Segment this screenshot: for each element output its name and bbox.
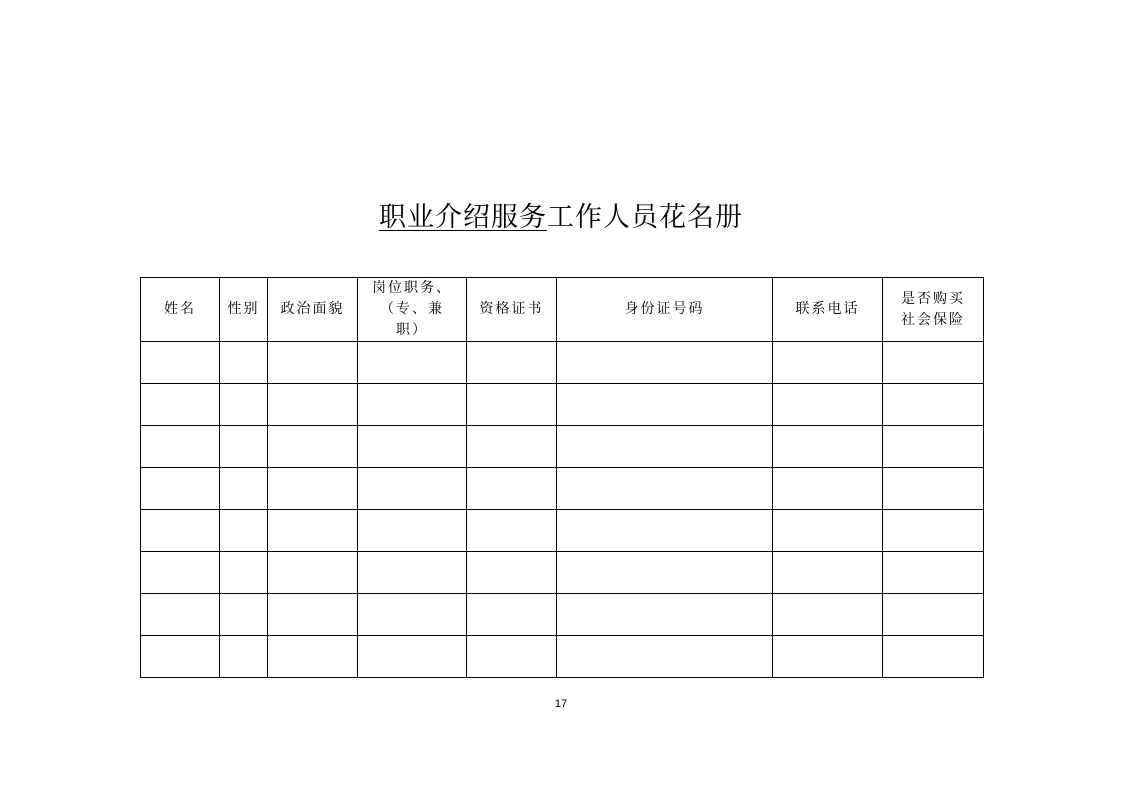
- column-header-social-insurance: [883, 278, 984, 342]
- column-header-line: 职）: [396, 322, 428, 338]
- table-cell-social-insurance: [883, 594, 984, 636]
- table-row: [141, 342, 984, 384]
- table-cell-political-status: [268, 426, 358, 468]
- header-row: [141, 278, 984, 342]
- table-cell-social-insurance: [883, 468, 984, 510]
- table-cell-name: [141, 552, 220, 594]
- table-cell-social-insurance: [883, 426, 984, 468]
- column-header-line: 性别: [227, 301, 260, 317]
- column-header-line: （专、兼: [380, 301, 444, 317]
- table-cell-social-insurance: [883, 510, 984, 552]
- table-cell-id-number: [557, 426, 773, 468]
- column-header-id-number: [557, 278, 773, 342]
- table-cell-gender: [220, 594, 268, 636]
- table-cell-political-status: [268, 636, 358, 678]
- table-cell-social-insurance: [883, 552, 984, 594]
- table-cell-political-status: [268, 594, 358, 636]
- table-cell-phone: [773, 552, 883, 594]
- table-cell-gender: [220, 342, 268, 384]
- table-row: [141, 594, 984, 636]
- table-cell-phone: [773, 636, 883, 678]
- column-header-line: 资格证书: [479, 301, 544, 317]
- table-cell-phone: [773, 426, 883, 468]
- table-row: [141, 426, 984, 468]
- table-row: [141, 552, 984, 594]
- table-cell-name: [141, 510, 220, 552]
- table-cell-political-status: [268, 342, 358, 384]
- table-cell-id-number: [557, 636, 773, 678]
- table-row: [141, 510, 984, 552]
- table-cell-id-number: [557, 552, 773, 594]
- table-cell-id-number: [557, 384, 773, 426]
- column-header-line: 社会保险: [901, 311, 965, 328]
- table-cell-id-number: [557, 342, 773, 384]
- column-header-political-status: [268, 278, 358, 342]
- title-rest: 工作人员花名册: [547, 202, 743, 233]
- staff-roster-table: [140, 277, 984, 678]
- table-cell-phone: [773, 384, 883, 426]
- table-cell-qualification: [467, 468, 557, 510]
- column-header-phone: [773, 278, 883, 342]
- table-cell-qualification: [467, 636, 557, 678]
- table-cell-id-number: [557, 594, 773, 636]
- table-cell-political-status: [268, 510, 358, 552]
- table-cell-qualification: [467, 594, 557, 636]
- table-cell-gender: [220, 384, 268, 426]
- table-cell-gender: [220, 468, 268, 510]
- table-row: [141, 468, 984, 510]
- title-underlined-part: 职业介绍服务: [379, 202, 547, 233]
- column-header-qualification: [467, 278, 557, 342]
- table-cell-gender: [220, 426, 268, 468]
- table-cell-political-status: [268, 384, 358, 426]
- table-cell-id-number: [557, 468, 773, 510]
- table-cell-position: [358, 384, 467, 426]
- table-cell-position: [358, 594, 467, 636]
- table-cell-position: [358, 468, 467, 510]
- table-cell-name: [141, 426, 220, 468]
- table-cell-social-insurance: [883, 636, 984, 678]
- table-cell-name: [141, 594, 220, 636]
- page-title: [0, 198, 1122, 238]
- table-cell-position: [358, 636, 467, 678]
- table-cell-id-number: [557, 510, 773, 552]
- table-cell-name: [141, 636, 220, 678]
- table-cell-position: [358, 342, 467, 384]
- table-cell-phone: [773, 468, 883, 510]
- table-cell-qualification: [467, 510, 557, 552]
- table-cell-name: [141, 468, 220, 510]
- table-body: [141, 342, 984, 678]
- table-cell-gender: [220, 510, 268, 552]
- column-header-line: 身份证号码: [624, 301, 705, 317]
- table-row: [141, 384, 984, 426]
- column-header-name: [141, 278, 220, 342]
- table-cell-position: [358, 552, 467, 594]
- table-cell-position: [358, 510, 467, 552]
- table-cell-phone: [773, 342, 883, 384]
- column-header-gender: [220, 278, 268, 342]
- table-cell-name: [141, 384, 220, 426]
- table-cell-qualification: [467, 426, 557, 468]
- table-cell-name: [141, 342, 220, 384]
- page-number: 17: [554, 698, 568, 710]
- column-header-line: 政治面貌: [280, 301, 345, 317]
- table-cell-social-insurance: [883, 342, 984, 384]
- table-cell-political-status: [268, 468, 358, 510]
- table-cell-qualification: [467, 342, 557, 384]
- column-header-line: 岗位职务、: [372, 280, 452, 296]
- table-row: [141, 636, 984, 678]
- column-header-line: 联系电话: [795, 301, 860, 317]
- table-cell-gender: [220, 552, 268, 594]
- column-header-position: [358, 278, 467, 342]
- column-header-line: 姓名: [164, 301, 196, 317]
- column-header-line: 是否购买: [901, 290, 965, 307]
- table-cell-phone: [773, 510, 883, 552]
- table-cell-political-status: [268, 552, 358, 594]
- table-cell-social-insurance: [883, 384, 984, 426]
- table-cell-position: [358, 426, 467, 468]
- table-cell-qualification: [467, 384, 557, 426]
- table-cell-phone: [773, 594, 883, 636]
- table-cell-qualification: [467, 552, 557, 594]
- table-cell-gender: [220, 636, 268, 678]
